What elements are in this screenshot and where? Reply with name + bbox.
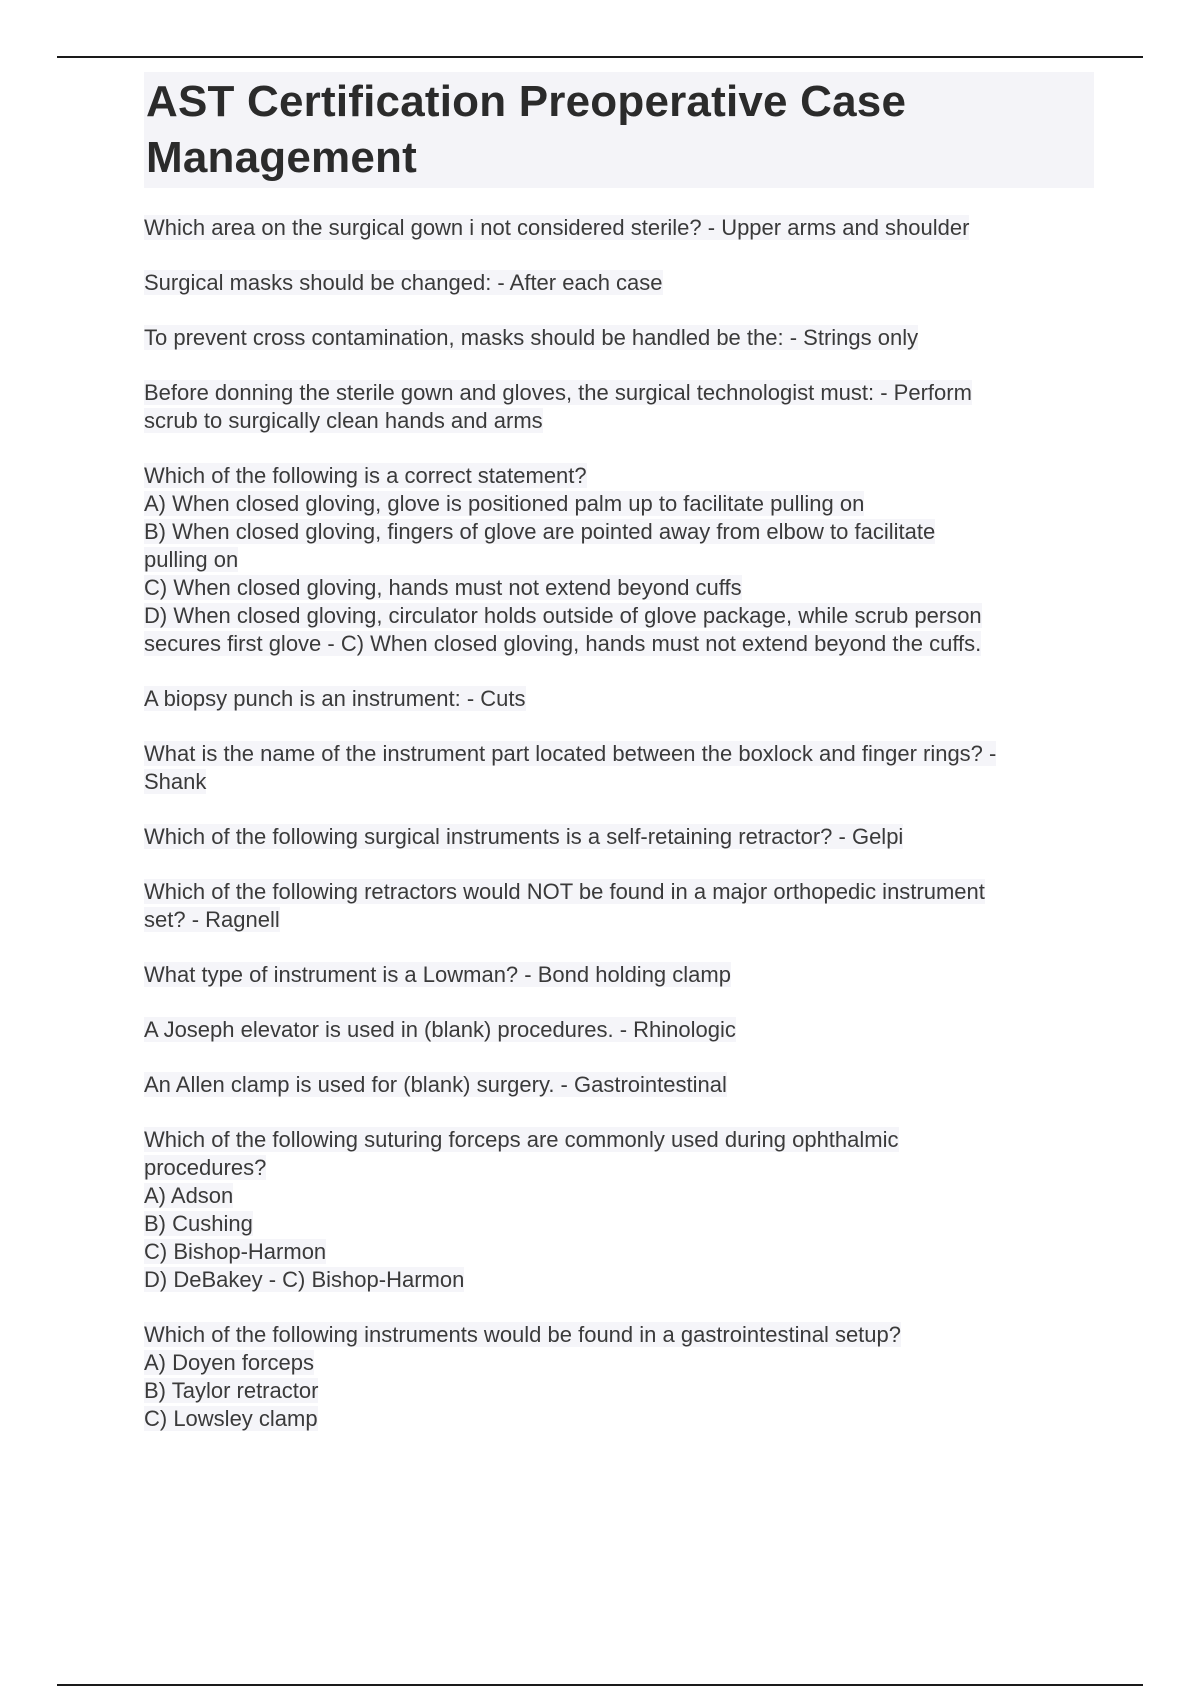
- qa-line: [144, 768, 1094, 796]
- qa-line: [144, 214, 1094, 242]
- qa-line: [144, 1071, 1094, 1099]
- qa-line: [144, 490, 1094, 518]
- qa-line-text: Before donning the sterile gown and gloves, the surgical technologist must: - Perform: [144, 380, 972, 405]
- qa-item: [144, 1126, 1094, 1294]
- qa-line-text: B) Taylor retractor: [144, 1378, 319, 1403]
- qa-line: [144, 407, 1094, 435]
- qa-line-text: A biopsy punch is an instrument: - Cuts: [144, 686, 526, 711]
- qa-line-text: C) Lowsley clamp: [144, 1406, 318, 1431]
- qa-line: [144, 1377, 1094, 1405]
- qa-line-text: Surgical masks should be changed: - After each case: [144, 270, 663, 295]
- qa-line-text: Which of the following is a correct statement?: [144, 463, 587, 488]
- qa-line-text: A Joseph elevator is used in (blank) procedures. - Rhinologic: [144, 1017, 736, 1042]
- qa-line-text: Which of the following retractors would NOT be found in a major orthopedic instrument: [144, 879, 985, 904]
- qa-line-text: A) Doyen forceps: [144, 1350, 314, 1375]
- qa-line-text: C) Bishop-Harmon: [144, 1239, 327, 1264]
- qa-line: [144, 602, 1094, 630]
- qa-line: [144, 1182, 1094, 1210]
- qa-line-text: Which area on the surgical gown i not considered sterile? - Upper arms and shoulder: [144, 215, 970, 240]
- qa-line: [144, 574, 1094, 602]
- qa-item: [144, 1016, 1094, 1044]
- qa-line-text: D) DeBakey - C) Bishop-Harmon: [144, 1267, 465, 1292]
- qa-line: [144, 1016, 1094, 1044]
- qa-line-text: Which of the following instruments would be found in a gastrointestinal setup?: [144, 1322, 901, 1347]
- qa-line: [144, 823, 1094, 851]
- qa-line: [144, 269, 1094, 297]
- qa-line: [144, 1321, 1094, 1349]
- qa-line-text: pulling on: [144, 547, 239, 572]
- qa-line: [144, 906, 1094, 934]
- qa-line-text: scrub to surgically clean hands and arms: [144, 408, 543, 433]
- qa-item: [144, 269, 1094, 297]
- qa-line: [144, 546, 1094, 574]
- qa-line-text: A) Adson: [144, 1183, 234, 1208]
- qa-line-text: An Allen clamp is used for (blank) surgery. - Gastrointestinal: [144, 1072, 727, 1097]
- qa-line: [144, 1266, 1094, 1294]
- qa-line-text: secures first glove - C) When closed gloving, hands must not extend beyond the cuffs.: [144, 631, 982, 656]
- qa-line: [144, 462, 1094, 490]
- qa-line: [144, 1349, 1094, 1377]
- qa-line: [144, 1210, 1094, 1238]
- qa-line: [144, 518, 1094, 546]
- qa-line-text: Which of the following surgical instruments is a self-retaining retractor? - Gelpi: [144, 824, 904, 849]
- qa-line-text: What is the name of the instrument part located between the boxlock and finger rings? -: [144, 741, 997, 766]
- qa-line-text: To prevent cross contamination, masks should be handled be the: - Strings only: [144, 325, 919, 350]
- qa-line-text: Shank: [144, 769, 207, 794]
- qa-line: [144, 1154, 1094, 1182]
- qa-item: [144, 214, 1094, 242]
- qa-line: [144, 740, 1094, 768]
- qa-item: [144, 740, 1094, 796]
- qa-item: [144, 878, 1094, 934]
- qa-item: [144, 462, 1094, 658]
- qa-line: [144, 1238, 1094, 1266]
- qa-item: [144, 324, 1094, 352]
- qa-line: [144, 324, 1094, 352]
- qa-item: [144, 685, 1094, 713]
- top-rule: [57, 56, 1143, 58]
- qa-item: [144, 379, 1094, 435]
- bottom-rule: [57, 1684, 1143, 1686]
- qa-item: [144, 823, 1094, 851]
- qa-line-text: Which of the following suturing forceps are commonly used during ophthalmic: [144, 1127, 899, 1152]
- qa-line: [144, 685, 1094, 713]
- qa-line-text: procedures?: [144, 1155, 267, 1180]
- document-title: AST Certification Preoperative Case Management: [144, 72, 1094, 188]
- qa-item: [144, 961, 1094, 989]
- qa-line: [144, 379, 1094, 407]
- document-body: [144, 72, 1094, 1460]
- qa-line: [144, 1405, 1094, 1433]
- qa-line-text: What type of instrument is a Lowman? - Bond holding clamp: [144, 962, 731, 987]
- qa-line-text: set? - Ragnell: [144, 907, 280, 932]
- qa-line-text: D) When closed gloving, circulator holds outside of glove package, while scrub person: [144, 603, 982, 628]
- qa-line-text: C) When closed gloving, hands must not extend beyond cuffs: [144, 575, 742, 600]
- qa-line: [144, 630, 1094, 658]
- qa-list: [144, 214, 1094, 1433]
- qa-item: [144, 1321, 1094, 1433]
- qa-item: [144, 1071, 1094, 1099]
- qa-line: [144, 961, 1094, 989]
- qa-line-text: B) When closed gloving, fingers of glove are pointed away from elbow to facilitate: [144, 519, 936, 544]
- qa-line-text: B) Cushing: [144, 1211, 253, 1236]
- qa-line: [144, 1126, 1094, 1154]
- qa-line-text: A) When closed gloving, glove is positioned palm up to facilitate pulling on: [144, 491, 865, 516]
- qa-line: [144, 878, 1094, 906]
